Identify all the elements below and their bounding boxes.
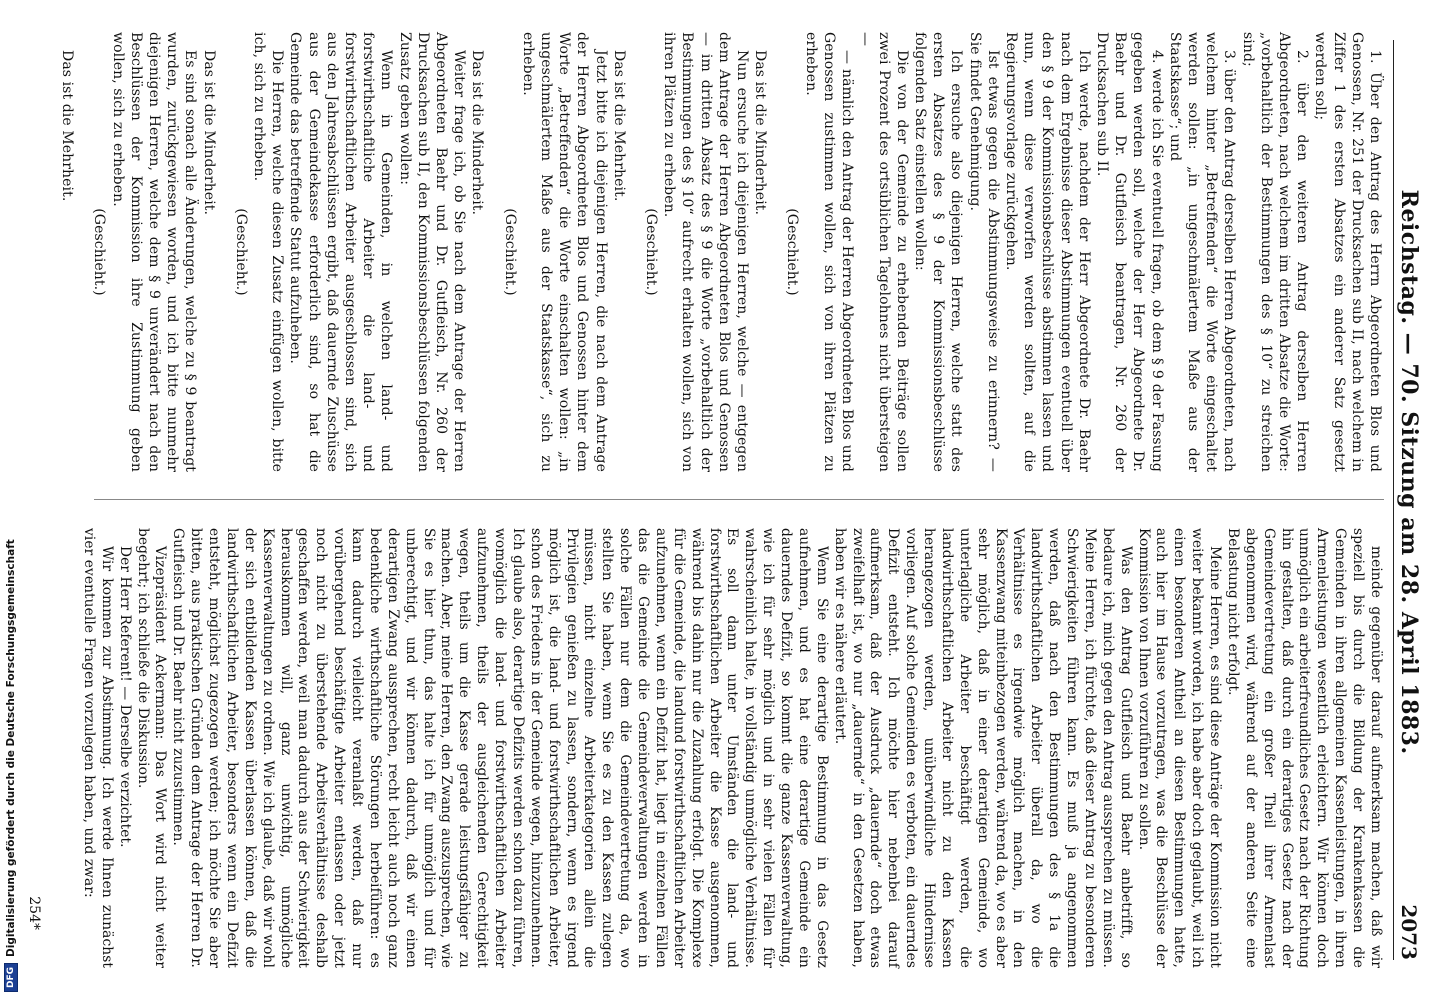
left-column-paragraph: 4. werde ich Sie eventuell fragen, ob dem § 9 der Fassung gegeben werden soll, welche der Herr Abgeordnete Dr. Baehr und Dr. Gutfleisch beantragen, Nr. 260 der Drucksachen sub II. (1093, 32, 1165, 472)
left-column-paragraph: Wenn in Gemeinden, in welchen land- und forstwirthschaftliche Arbeiter die land- und forstwirthschaftlichen Arbeiter ausgeschlossen sind, sich aus den Jahresabschlüssen ergibt, daß dauernde Zuschüsse aus der Gemeindekasse erforderlich sind, so hat die Gemeinde das betreffende Statut aufzuheben. (287, 32, 395, 472)
right-column-paragraph: Wir kommen zur Abstimmung. Ich werde Ihnen zunächst vier eventuelle Fragen vorzulegen haben, und zwar: (81, 528, 115, 968)
right-column-paragraph: Vizepräsident Ackermann: Das Wort wird nicht weiter begehrt; ich schließe die Diskussion. (134, 528, 169, 968)
left-column-paragraph: Das ist die Minderheit. (469, 50, 486, 216)
right-column-paragraph: meinde gegenüber darauf aufmerksam machen, daß wir speziell bis durch die Bildung der Krankenkassen die Gemeinden in ihren allgemeinen Kassenleistungen, in ihren Armenleistungen wesentlich erleichtern. Wir können doch unmöglich ein arbeiterfreundliches Gesetz nach der Richtung hin gestalten, daß durch ein derartiges Gesetz nach der Gemeindevertretung ein großer Theil ihrer Armenlast abgenommen wird, während auf der anderen Seite eine Belastung nicht erfolgt. (1225, 528, 1384, 968)
left-column-paragraph: 2. über den weiteren Antrag derselben Herren Abgeordneten, nach welchem im dritten Absatze die Worte: „vorbehaltlich der Bestimmungen des § 10“ zu streichen sind; (1239, 32, 1311, 472)
left-column-paragraph: Nun ersuche ich diejenigen Herren, welche — entgegen dem Antrage der Herren Abgeordneten Blos und Genossen — im dritten Absatz des § 9 die Worte „vorbehaltlich der Bestimmungen des § 10“ aufrecht erhalten wollen, sich von ihren Plätzen zu erheben. (661, 32, 751, 472)
right-column-paragraph: Wenn Sie eine derartige Bestimmung in das Gesetz aufnehmen, und es hat eine derartige Gemeinde ein dauerndes Defizit, so kommt die ganze Kassenverwaltung, wie ich für sehr möglich und in sehr vielen Fällen für wahrscheinlich halte, in vollständig unmögliche Verhältnisse. Es soll dann unter Umständen die land- und forstwirthschaftlichen Arbeiter die Kasse ausgenommen, während bis dahin nur die Zuzahlung erfolgt. Die Komplexe für die Gemeinde, die landund forstwirthschaftlichen Arbeiter aufzunehmen, wenn ein Defizit hat, liegt in einzelnen Fällen das die Gemeinde die Gemeindeverwaltungen werden in solche Fällen nur dem die Gemeindevertretung da, wo stellten Sie haben, wenn Sie es zu den Kassen zulegen müssen, nicht einzelne Arbeiterkategorien allein die Privilegien genießen zu lassen, sondern, wenn es irgend möglich ist, die land- und forstwirthschaftlichen Arbeiter, schon des Friedens in der Gemeinde wegen, hinzuzunehmen. Ich glaube also, derartige Defizits werden schon dazu führen, womöglich die land- und forstwirthschaftlichen Arbeiter aufzunehmen, theils der ausgleichenden Gerechtigkeit wegen, theils um die Kasse gerade leistungsfähiger zu machen. Aber, meine Herren, den Zwang auszusprechen, wie Sie es hier thun, das halte ich für unmöglich und für unberechtigt, und wir können dadurch, daß wir einen derartigen Zwang aussprechen, recht leicht auch noch ganz bedenkliche wirthschaftliche Störungen herbeiführen: es kann dadurch vielleicht veranlaßt werden, daß nur vorübergehend beschäftigte Arbeiter entlassen oder jetzt noch nicht zu überstehende Arbeitsverhältnisse deshalb geschaffen werden, weil man dadurch aus der Schwierigkeit herauskommen will, ganz unwichtig, unmögliche Kassenverwaltungen zu ordnen. Wie ich glaube, daß wir wohl der sich entbildenden Kassen überlassen können, daß die landwirthschaftlichen Arbeiter, besonders wenn ein Defizit entsteht, möglichst zugezogen werden; ich möchte Sie aber bitten, aus praktischen Gründen dem Antrage der Herren Dr. Gutfleisch und Dr. Baehr nicht zuzustimmen. (170, 528, 830, 968)
page-footer: 254* (26, 896, 42, 930)
left-column-paragraph: Das ist die Minderheit. (752, 50, 769, 216)
column-divider (94, 499, 1384, 500)
left-column (58, 32, 1384, 472)
digitization-strip (0, 0, 22, 1000)
digitization-credit: Digitalisierung gefördert durch die Deutsche Forschungsgemeinschaft (5, 539, 17, 957)
left-column-paragraph: (Geschieht.) (232, 208, 249, 296)
left-column-paragraph: Jetzt bitte ich diejenigen Herren, die nach dem Antrage der Herren Abgeordneten Blos und Genossen hinter dem Worte „Betreffenden“ die Worte einschalten wollen: „in ungeschmälertem Maße aus der Staatskasse“, sich zu erheben. (519, 32, 609, 472)
left-column-paragraph: (Geschieht.) (784, 208, 801, 296)
dfg-logo: DFG (4, 963, 18, 992)
right-column-paragraph: Der Herr Referent! — Derselbe verzichtet. (116, 546, 133, 848)
left-column-paragraph: — nämlich den Antrag der Herren Abgeordneten Blos und Genossen zustimmen wollen, sich von ihren Plätzen zu erheben. (802, 32, 856, 472)
right-column-paragraph: Meine Herren, es sind diese Anträge der Kommission nicht weiter bekannt worden, ich habe aber doch geglaubt, weil ich einen besonderen Antheil an diesen Bestimmungen hatte, auch hier im Hause vorzutragen, was die Beschlüsse der Kommission von Ihnen vorzuführen zu sollen. (1135, 528, 1224, 968)
left-column-paragraph: Ich werde, nachdem der Herr Abgeordnete Dr. Baehr nach dem Ergebnisse dieser Abstimmungen eventuell über den § 9 der Kommissionsbeschlüsse abstimmen lassen und nun, wenn diese verworfen werden sollten, auf die Regierungsvorlage zurückgehen. (1002, 32, 1092, 472)
left-column-paragraph: 3. über den Antrag derselben Herren Abgeordneten, nach welchem hinter „Betreffenden“ die Worte eingeschaltet werden sollen: „in ungeschmälertem Maße aus der Staatskasse“; und (1166, 32, 1238, 472)
left-column-paragraph: 1. Über den Antrag des Herrn Abgeordneten Blos und Genossen, Nr. 251 der Drucksachen sub II, nach welchem in Ziffer 1 des ersten Absatzes ein anderer Satz gesetzt werden soll; (1312, 32, 1383, 472)
right-column-paragraph: Was den Antrag Gutfleisch und Baehr anbetrifft, so bedaure ich, mich gegen den Antrag aussprechen zu müssen. Meine Herren, ich fürchte, daß dieser Antrag zu besonderen Schwierigkeiten führen kann. Es muß ja angenommen werden, daß nach den Bestimmungen des § 1a die landwirthschaftlichen Arbeiter überall da, wo die Verhältnisse es irgendwie möglich machen, in den Kassenzwang miteinbezogen werden, während da, wo es aber sehr möglich, daß in einer derartigen Gemeinde, wo unterlagliche Arbeiter beschäftigt werden, die landwirthschaftlichen Arbeiter nicht zu den Kassen herangezogen werden, unüberwindliche Hindernisse vorliegen. Auf solche Gemeinden es verboten, ein dauerndes Defizit entsteht. Ich möchte hier nebenbei darauf aufmerksam, daß der Ausdruck „dauernde“ doch etwas zweifelhaft ist, wo nur „dauernde“ in den Gesetzen haben, haben wir es nähere erläutert. (831, 528, 1134, 968)
left-column-paragraph: (Geschieht.) (643, 208, 660, 296)
left-column-paragraph: Ich ersuche also diejenigen Herren, welche statt des ersten Absatzes des § 9 der Kommissionsbeschlüsse folgenden Satz einstellen wollen: (911, 32, 965, 472)
page-number: 2073 (1397, 904, 1421, 960)
left-column-paragraph: Das ist die Mehrheit. (59, 50, 76, 202)
page-header (1393, 40, 1424, 960)
left-column-paragraph: Weiter frage ich, ob Sie nach dem Antrage der Herren Abgeordneten Baehr und Dr. Gutfleisch, Nr. 260 der Drucksachen sub II, den Kommissionsbeschlüssen folgenden Zusatz geben wollen: (396, 32, 468, 472)
right-column (79, 528, 1384, 968)
left-column-paragraph: Es sind sonach alle Änderungen, welche zu § 9 beantragt wurden, zurückgewiesen worden, und ich bitte nunmehr diejenigen Herren, welche dem § 9 unverändert nach den Beschlüssen der Kommission ihre Zustimmung geben wollen, sich zu erheben. (109, 32, 199, 472)
left-column-paragraph: Die von der Gemeinde zu erhebenden Beiträge sollen zwei Prozent des ortsüblichen Tagelohnes nicht übersteigen — (857, 32, 910, 472)
left-column-paragraph: (Geschieht.) (501, 208, 518, 296)
left-column-paragraph: Ist etwas gegen die Abstimmungsweise zu erinnern? — Sie findet Genehmigung. (966, 32, 1001, 472)
left-column-paragraph: Die Herren, welche diesen Zusatz einfügen wollen, bitte ich, sich zu erheben. (251, 32, 286, 472)
left-column-paragraph: Das ist die Minderheit. (200, 50, 217, 216)
page-title: Reichstag. — 70. Sitzung am 28. April 1883. (1396, 189, 1422, 755)
left-column-paragraph: Das ist die Mehrheit. (610, 50, 627, 202)
left-column-paragraph: (Geschieht.) (91, 208, 108, 296)
